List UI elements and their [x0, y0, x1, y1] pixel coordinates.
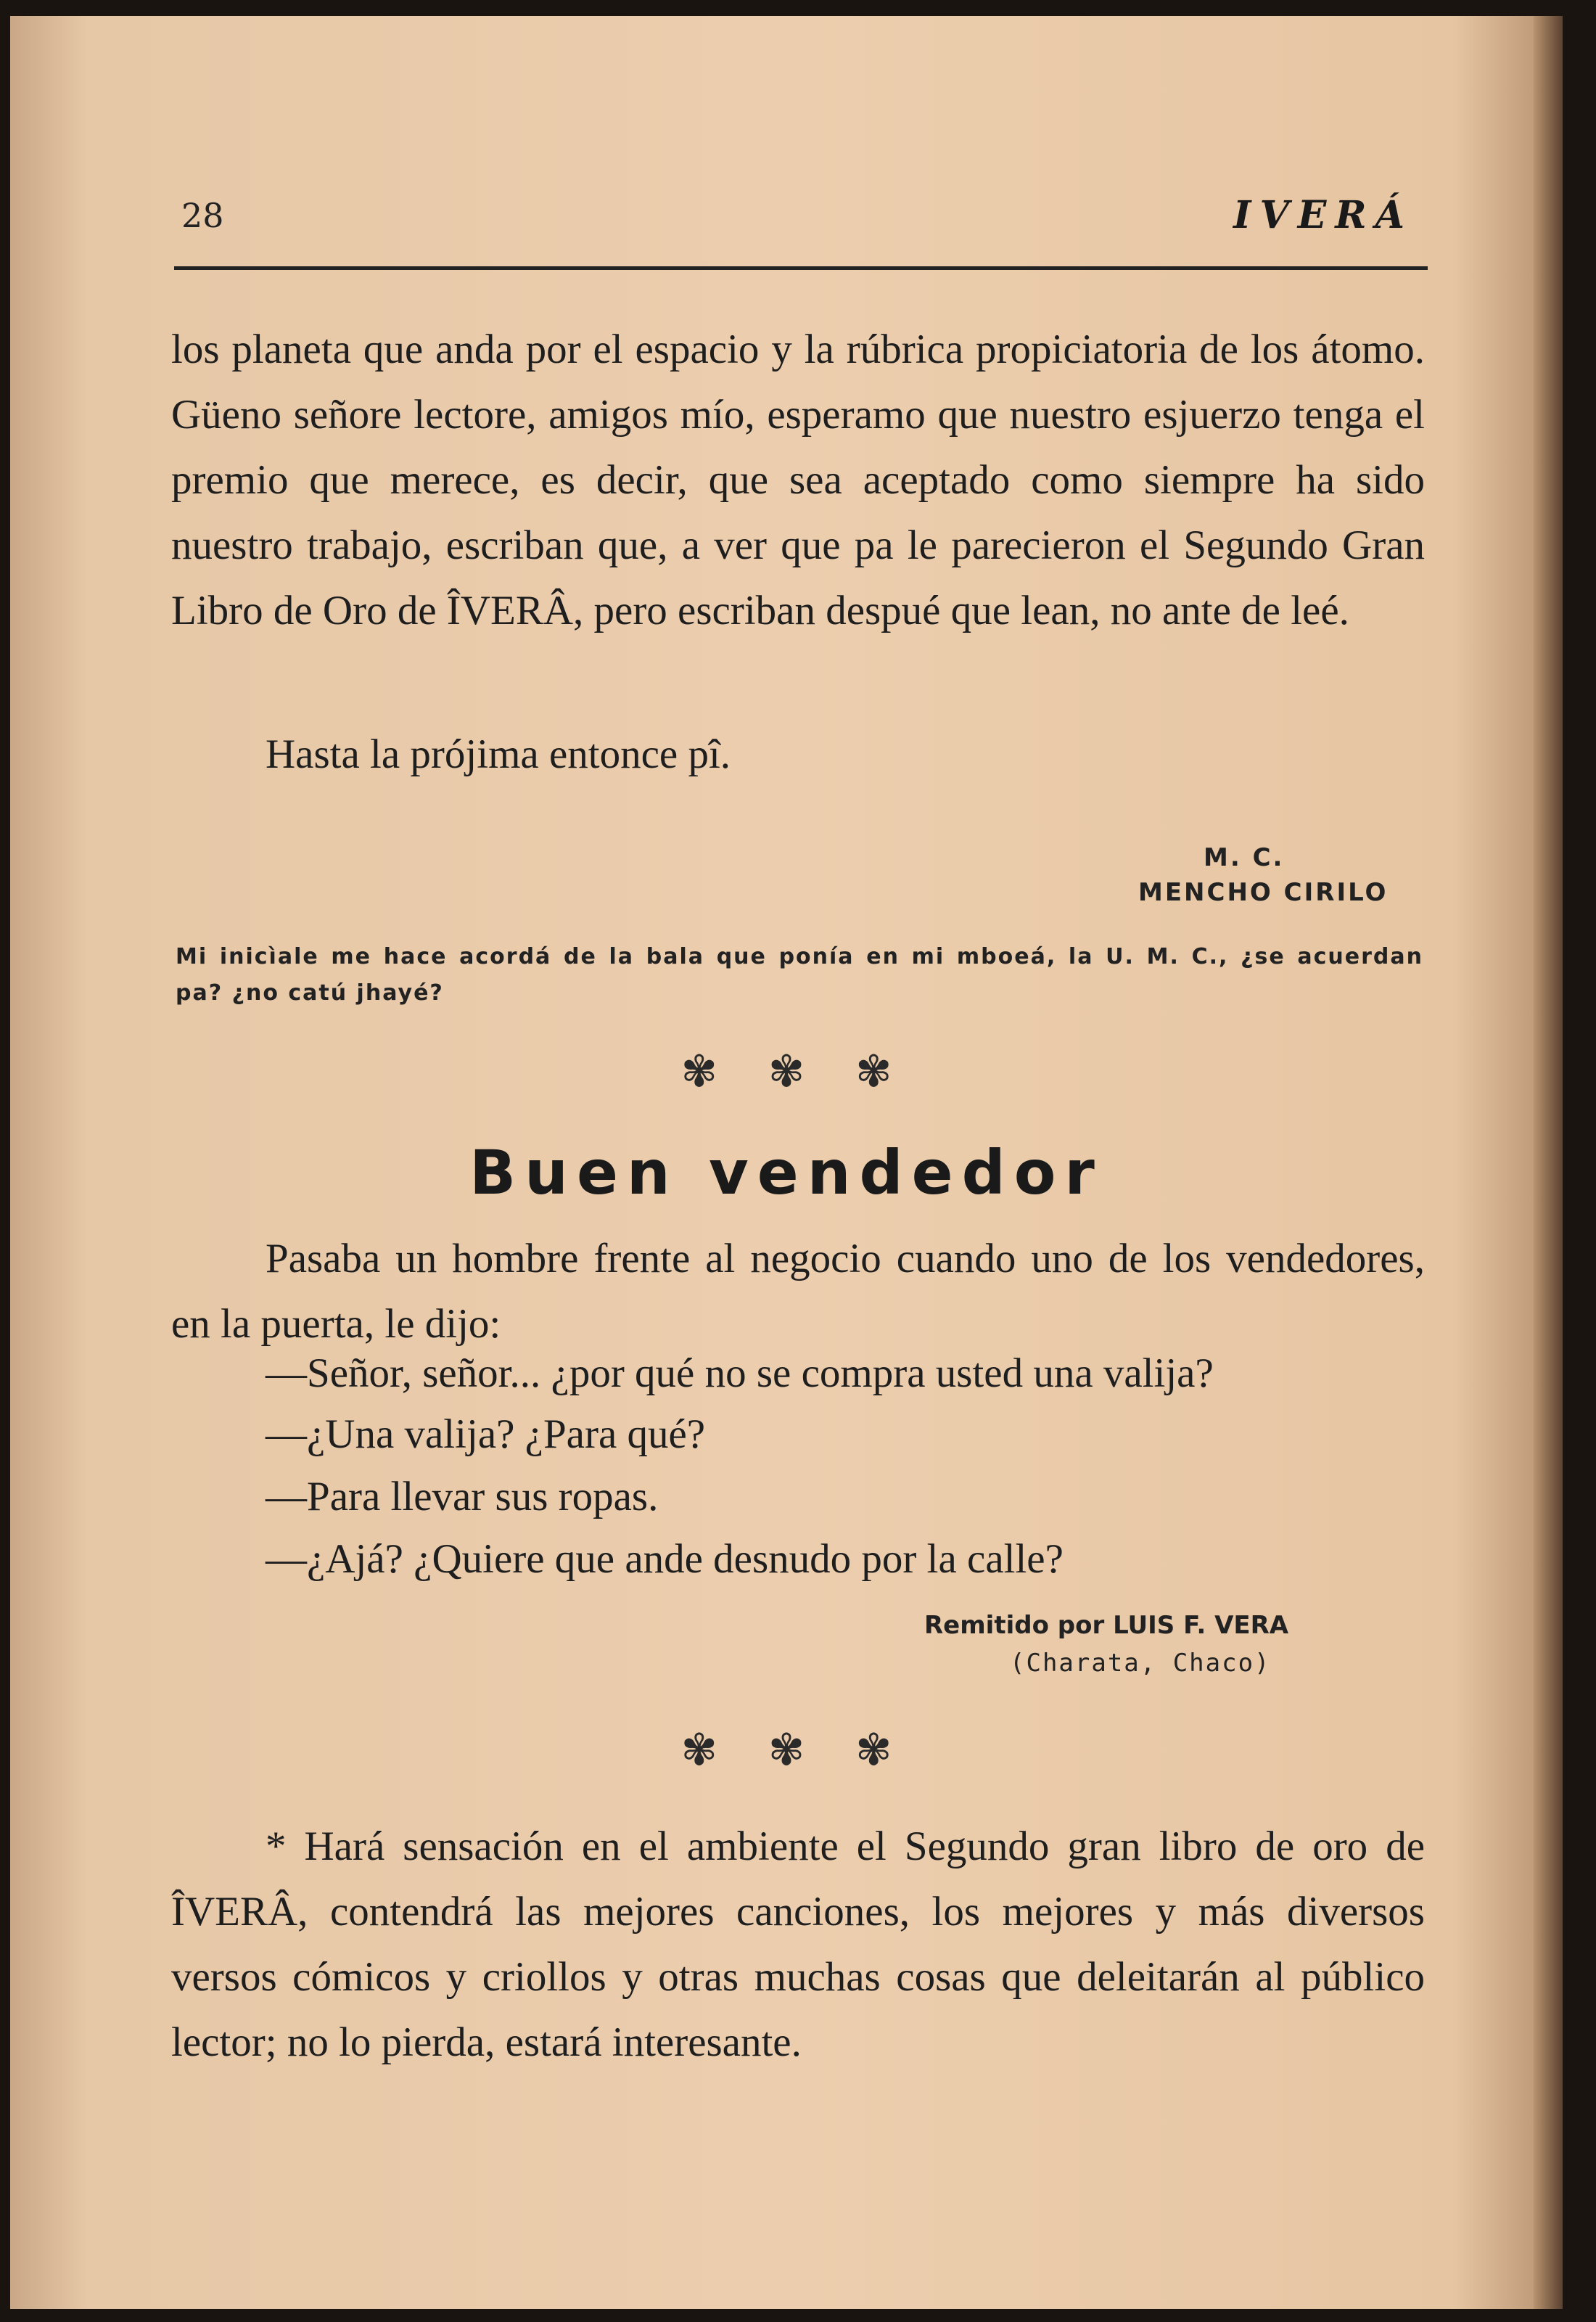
dialogue-line: —Señor, señor... ¿por qué no se compra usted una valija? [266, 1350, 1214, 1396]
article-credit: Remitido por LUIS F. VERA [924, 1611, 1289, 1640]
announcement-paragraph: * Hará sensación en el ambiente el Segundo gran libro de oro de ÎVERÂ, contendrá las mejores canciones, los mejores y más diversos versos cómicos y criollos y otras muchas cosas que deleitarán al público lector; no lo pierda, estará interesante. [171, 1823, 1425, 2065]
tree-ornament-icon: ✾ [768, 1046, 805, 1097]
header-rule [174, 266, 1428, 270]
page-number: 28 [181, 196, 224, 235]
tree-ornament-icon: ✾ [680, 1046, 717, 1097]
tree-ornament-icon: ✾ [855, 1725, 892, 1776]
dialogue-line: —Para llevar sus ropas. [266, 1474, 659, 1519]
signature-initials: M. C. [1204, 843, 1285, 872]
tree-ornament-icon: ✾ [855, 1046, 892, 1097]
article-title: Buen vendedor [469, 1137, 1103, 1208]
dialogue-line: —¿Una valija? ¿Para qué? [266, 1411, 706, 1457]
masthead: IVERÁ [1233, 193, 1413, 237]
intro-paragraph: los planeta que anda por el espacio y la rúbrica propiciatoria de los átomo. Güeno señore lectore, amigos mío, esperamo que nuestro esjuerzo tenga el premio que merece, es decir, que sea aceptado como siempre ha sido nuestro trabajo, escriban que, a ver que pa le parecieron el Segundo Gran Libro de Oro de ÎVERÂ, pero escriban despué que lean, no ante de leé. [171, 327, 1425, 633]
article-intro: Pasaba un hombre frente al negocio cuando uno de los vendedores, en la puerta, le dijo: [171, 1236, 1425, 1347]
signature-name: MENCHO CIRILO [1138, 878, 1389, 907]
book-page [10, 16, 1563, 2309]
footnote: Mi inicìale me hace acordá de la bala que ponía en mi mboeá, la U. M. C., ¿se acuerdan pa? ¿no catú jhayé? [176, 944, 1423, 1006]
intro-closing: Hasta la prójima entonce pî. [266, 731, 731, 777]
ornament-divider [10, 1046, 1563, 1097]
tree-ornament-icon: ✾ [680, 1725, 717, 1776]
page-header [174, 183, 1428, 270]
article-credit-place: (Charata, Chaco) [1010, 1649, 1271, 1678]
ornament-divider [10, 1725, 1563, 1776]
tree-ornament-icon: ✾ [768, 1725, 805, 1776]
dialogue-line: —¿Ajá? ¿Quiere que ande desnudo por la calle? [266, 1536, 1064, 1582]
